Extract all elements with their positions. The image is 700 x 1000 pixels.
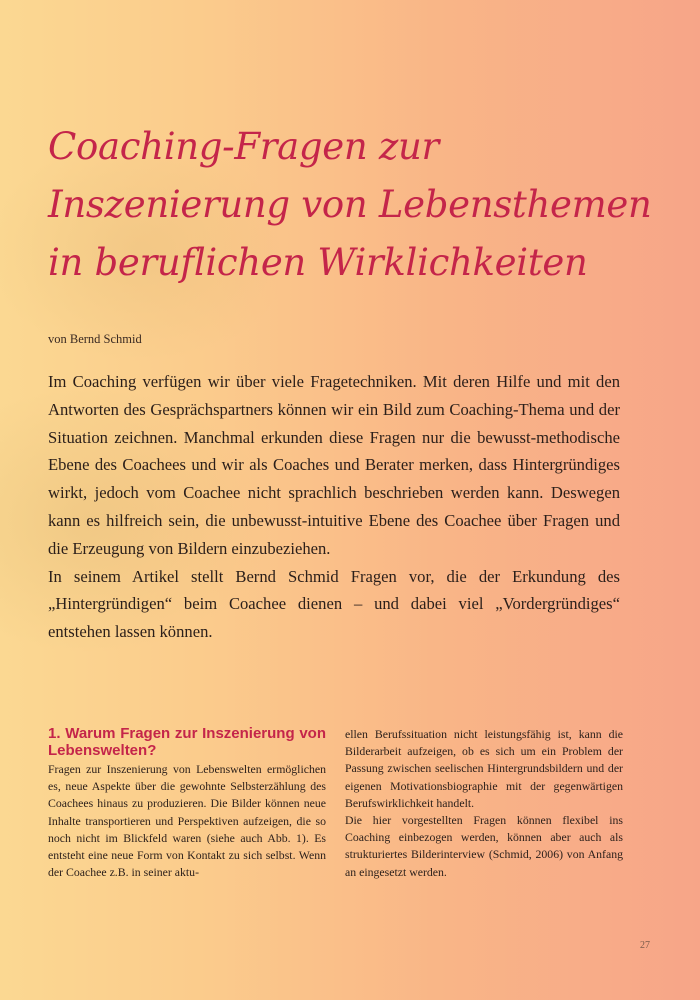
- body-paragraph: Fragen zur Inszenierung von Lebenswelten ermöglichen es, neue Aspekte über die gewohnte Selbsterzählung des Coachees hinaus zu produzieren. Die Bilder können neue Inhalte transportieren und Perspektiven aufzeigen, die so noch nicht im Blickfeld waren (siehe auch Abb. 1). Es entsteht eine neue Form von Kontakt zu sich selbst. Wenn der Coachee z.B. in seiner aktu-: [48, 762, 326, 880]
- page-number: 27: [640, 940, 650, 951]
- lead-paragraph: In seinem Artikel stellt Bernd Schmid Fragen vor, die der Erkundung des „Hintergründigen“ beim Coachee dienen – und dabei viel „Vordergründiges“ entstehen lassen können.: [48, 566, 620, 642]
- lead-text: [48, 368, 620, 646]
- body-paragraph: Die hier vorgestellten Fragen können flexibel ins Coaching einbezogen werden, können aber auch als strukturiertes Bilderinterview (Schmid, 2006) von Anfang an eingesetzt werden.: [345, 813, 623, 879]
- body-column-right: [345, 726, 623, 881]
- body-column-left: [48, 726, 326, 881]
- section-heading: 1. Warum Fragen zur Inszenierung von Lebenswelten?: [48, 725, 326, 759]
- body-paragraph: ellen Berufssituation nicht leistungsfähig ist, kann die Bilderarbeit aufzeigen, ob es sich um ein Problem der Passung zwischen seelischen Hintergrundsbildern und der eigenen Motivationsbiographie mit der gegenwärtigen Berufswirklichkeit handelt.: [345, 727, 623, 810]
- article-title: Coaching-Fragen zur Inszenierung von Lebensthemen in beruflichen Wirklichkeiten: [48, 125, 652, 284]
- author-byline: von Bernd Schmid: [48, 332, 142, 346]
- lead-paragraph: Im Coaching verfügen wir über viele Fragetechniken. Mit deren Hilfe und mit den Antworten des Gesprächspartners können wir ein Bild zum Coaching-Thema und der Situation zeichnen. Manchmal erkunden diese Fragen nur die bewusst-methodische Ebene des Coachees und wir als Coaches und Berater merken, dass Hintergründiges wirkt, jedoch vom Coachee nicht sprachlich beschrieben werden kann. Deswegen kann es hilfreich sein, die unbewusst-intuitive Ebene des Coachee über Fragen und die Erzeugung von Bildern einzubeziehen.: [48, 372, 620, 558]
